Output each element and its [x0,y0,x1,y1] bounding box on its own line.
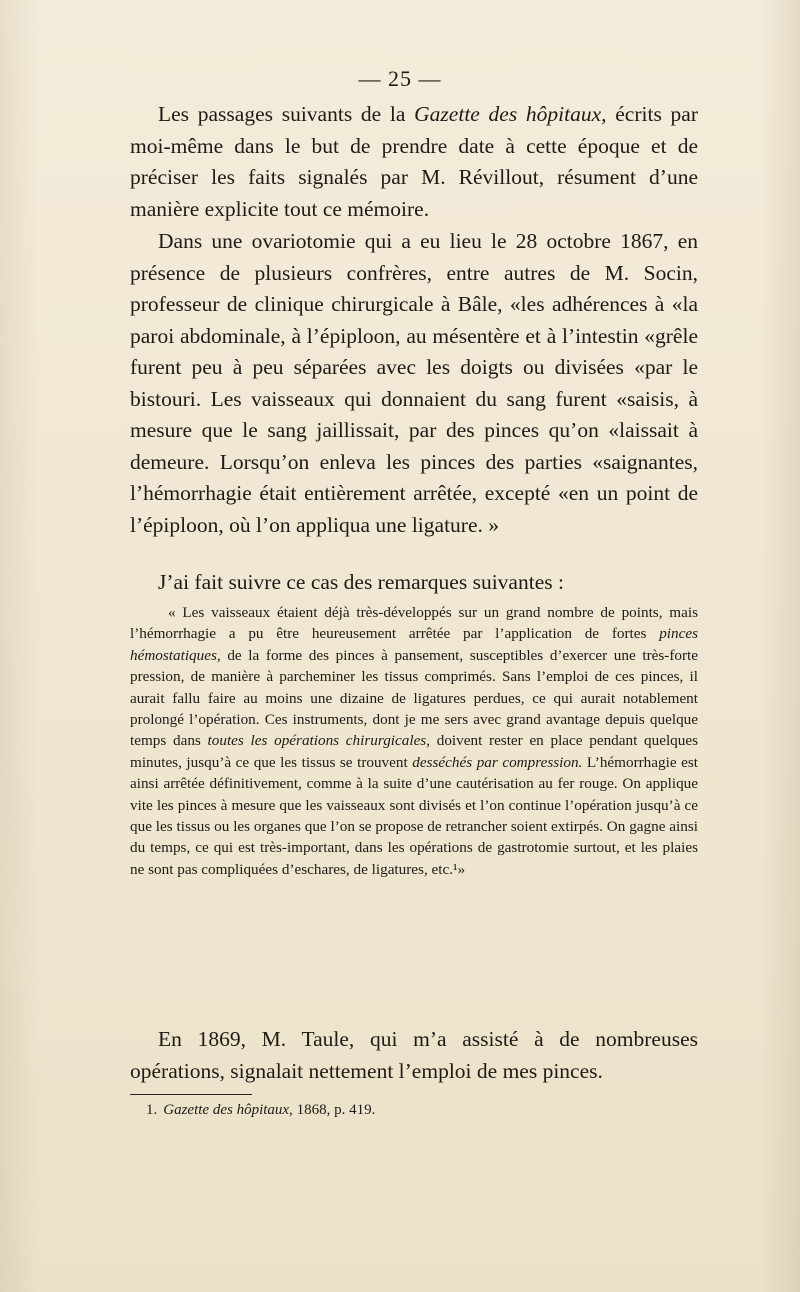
quote-emphasis-2: toutes les opérations chirurgicales, [207,732,431,750]
paragraph-intro [130,99,698,225]
quote-emphasis-1: pinces hémostatiques, [130,625,698,664]
taule-text: En 1869, M. Taule, qui m’a assisté à de nombreuses opérations, signalait nettement l’emploi de mes pinces. [130,1027,698,1083]
quote-emphasis-3: desséchés par compression. [412,753,583,771]
block-quote [130,602,698,880]
footnote-source: Gazette des hôpitaux, [163,1102,293,1118]
footnote-details: 1868, p. 419. [292,1102,376,1118]
paragraph-remarks-intro [130,567,698,599]
quote-part-4: L’hémorrhagie est ainsi arrêtée définitivement, comme à la suite d’une cautérisation au fer rouge. On applique vite les pinces à mesure que les vaisseaux sont divisés et l’on continue l’opération jusqu’à ce que les tissus ou les organes que l’on se propose de retrancher soient extirpés. On gagne ainsi du temps, ce qui est très-important, dans les opérations de gastrotomie surtout, et les plaies ne sont pas compliquées d’eschares, de ligatures, etc.¹» [130,753,698,878]
intro-text-end: écrits par moi-même dans le but de prendre date à cette époque et de préciser les faits signalés par M. Révillout, résument d’une manière explicite tout ce mémoire. [130,102,698,221]
quote-part-3: doivent rester en place pendant quelques minutes, jusqu’à ce que les tissus se trouvent [130,732,699,771]
footnote-divider [130,1094,252,1095]
paragraph-ovariotomy [130,226,698,541]
ovariotomy-text: Dans une ovariotomie qui a eu lieu le 28 octobre 1867, en présence de plusieurs confrères, entre autres de M. Socin, professeur de clinique chirurgicale à Bâle, «les adhérences à «la paroi abdominale, à l’épiploon, au mésentère et à l’intestin «grêle furent peu à peu séparées avec les doigts ou divisées «par le bistouri. Les vaisseaux qui donnaient du sang furent «saisis, à mesure que le sang jaillissait, par des pinces qu’on «laissait à demeure. Lorsqu’on enleva les pinces des parties «saignantes, l’hémorrhagie était entièrement arrêtée, excepté «en un point de l’épiploon, où l’on appliqua une ligature. » [130,229,698,537]
page-number: — 25 — [358,66,442,91]
footnote-marker: 1. [146,1102,158,1118]
quote-part-1: « Les vaisseaux étaient déjà très-développés sur un grand nombre de points, mais l’hémorrhagie a pu être heureusement arrêtée par l’application de fortes [130,604,698,643]
journal-title: Gazette des hôpitaux, [414,102,607,126]
remarks-intro-text: J’ai fait suivre ce cas des remarques suivantes : [158,570,564,594]
footnote [146,1100,375,1120]
quote-part-2: de la forme des pinces à pansement, susceptibles d’exercer une très-forte pression, de manière à parcheminer les tissus comprimés. Sans l’emploi de ces pinces, il aurait fallu faire au moins une dizaine de ligatures perdues, ce qui aurait notablement prolongé l’opération. Ces instruments, dont je me sers avec grand avantage depuis quelque temps dans [130,646,698,750]
intro-text-start: Les passages suivants de la [158,102,415,126]
paragraph-taule [130,1024,698,1087]
